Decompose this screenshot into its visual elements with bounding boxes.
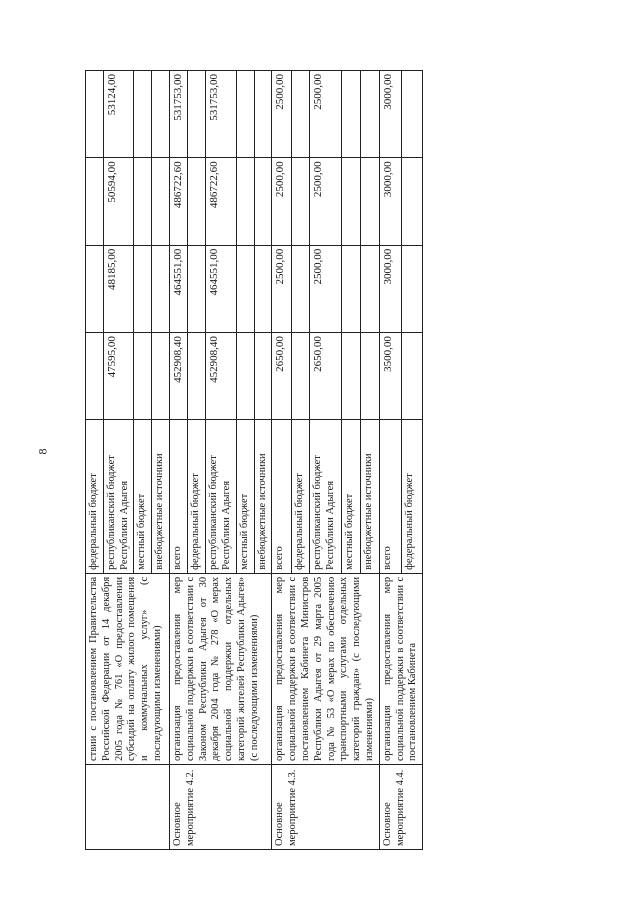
funding-source-cell: внебюджетные источники — [361, 420, 380, 573]
amount-cell: 2500,00 — [272, 71, 291, 158]
funding-source-cell: всего — [272, 420, 291, 573]
measure-cell: Основное мероприятие 4.4. — [379, 765, 422, 850]
funding-source-cell: республиканский бюджет Республики Адыгея — [206, 420, 237, 573]
amount-cell — [152, 245, 170, 332]
amount-cell — [361, 245, 380, 332]
amount-cell: 452908,40 — [206, 333, 237, 420]
amount-cell — [291, 158, 310, 245]
funding-source-cell: местный бюджет — [236, 420, 254, 573]
amount-cell — [188, 333, 206, 420]
amount-cell — [342, 158, 361, 245]
measure-cell: Основное мероприятие 4.3. — [272, 765, 379, 850]
amount-cell: 531753,00 — [169, 71, 187, 158]
amount-cell: 486722,60 — [206, 158, 237, 245]
amount-cell — [152, 158, 170, 245]
amount-cell — [361, 71, 380, 158]
amount-cell — [291, 333, 310, 420]
funding-source-cell: внебюджетные источники — [152, 420, 170, 573]
amount-cell: 452908,40 — [169, 333, 187, 420]
amount-cell — [134, 158, 152, 245]
amount-cell — [86, 333, 104, 420]
amount-cell: 2650,00 — [310, 333, 342, 420]
amount-cell — [86, 245, 104, 332]
amount-cell — [86, 71, 104, 158]
amount-cell — [254, 158, 272, 245]
funding-source-cell: всего — [169, 420, 187, 573]
amount-cell — [291, 245, 310, 332]
description-cell: организация предоставления мер социальной поддержки в соответствии с постановлением Кабинета Министров Республики Адыгея от 29 марта 2005 года № 53 «О мерах по обеспечению транспортными услугами отдельных категорий граждан» (с последующими изменениями) — [272, 573, 379, 764]
funding-source-cell: внебюджетные источники — [254, 420, 272, 573]
amount-cell — [236, 245, 254, 332]
amount-cell — [361, 158, 380, 245]
amount-cell: 2500,00 — [272, 245, 291, 332]
funding-table-body — [86, 71, 423, 850]
amount-cell: 50594,00 — [103, 158, 134, 245]
amount-cell: 48185,00 — [103, 245, 134, 332]
amount-cell — [86, 158, 104, 245]
amount-cell — [188, 158, 206, 245]
amount-cell — [236, 158, 254, 245]
measure-cell — [86, 765, 170, 850]
amount-cell: 2500,00 — [310, 71, 342, 158]
amount-cell: 3000,00 — [379, 245, 401, 332]
description-cell: организация предоставления мер социальной поддержки в соответствии с Законом Республики Адыгея от 30 декабря 2004 года № 278 «О мерах социальной поддержки отдельных категорий жителей Республики Адыгея» (с последующими изменениями) — [169, 573, 271, 764]
funding-source-cell: федеральный бюджет — [291, 420, 310, 573]
table-row — [379, 71, 401, 850]
amount-cell — [342, 333, 361, 420]
amount-cell — [152, 71, 170, 158]
amount-cell — [342, 245, 361, 332]
amount-cell: 531753,00 — [206, 71, 237, 158]
table-row — [272, 71, 291, 850]
amount-cell: 2650,00 — [272, 333, 291, 420]
measure-cell: Основное мероприятие 4.2. — [169, 765, 271, 850]
amount-cell — [188, 71, 206, 158]
amount-cell: 486722,60 — [169, 158, 187, 245]
funding-source-cell: республиканский бюджет Республики Адыгея — [103, 420, 134, 573]
amount-cell — [236, 71, 254, 158]
amount-cell — [401, 71, 422, 158]
funding-source-cell: федеральный бюджет — [401, 420, 422, 573]
amount-cell — [401, 158, 422, 245]
page-number: 8 — [35, 448, 50, 455]
amount-cell: 2500,00 — [272, 158, 291, 245]
description-cell: ствии с постановлением Правительства Российской Федерации от 14 декабря 2005 года № 761 «О предоставлении субсидий на оплату жилого помещения и коммунальных услуг» (с последующими изменениями) — [86, 573, 170, 764]
amount-cell: 2500,00 — [310, 245, 342, 332]
amount-cell: 3000,00 — [379, 71, 401, 158]
amount-cell: 47595,00 — [103, 333, 134, 420]
amount-cell — [152, 333, 170, 420]
amount-cell — [401, 333, 422, 420]
funding-table — [85, 70, 423, 850]
amount-cell — [361, 333, 380, 420]
amount-cell — [291, 71, 310, 158]
amount-cell: 464551,00 — [169, 245, 187, 332]
amount-cell: 464551,00 — [206, 245, 237, 332]
table-row — [169, 71, 187, 850]
funding-source-cell: всего — [379, 420, 401, 573]
funding-source-cell: федеральный бюджет — [188, 420, 206, 573]
table-row — [86, 71, 104, 850]
amount-cell — [254, 245, 272, 332]
funding-source-cell: федеральный бюджет — [86, 420, 104, 573]
amount-cell: 3000,00 — [379, 158, 401, 245]
amount-cell — [254, 71, 272, 158]
funding-source-cell: местный бюджет — [342, 420, 361, 573]
description-cell: организация предоставления мер социальной поддержки в соответствии с постановлением Кабинета — [379, 573, 422, 764]
funding-source-cell: местный бюджет — [134, 420, 152, 573]
amount-cell — [188, 245, 206, 332]
amount-cell — [401, 245, 422, 332]
amount-cell: 3500,00 — [379, 333, 401, 420]
amount-cell — [342, 71, 361, 158]
amount-cell: 53124,00 — [103, 71, 134, 158]
amount-cell — [134, 333, 152, 420]
amount-cell — [134, 245, 152, 332]
amount-cell — [254, 333, 272, 420]
amount-cell — [134, 71, 152, 158]
amount-cell: 2500,00 — [310, 158, 342, 245]
funding-source-cell: республиканский бюджет Республики Адыгея — [310, 420, 342, 573]
amount-cell — [236, 333, 254, 420]
